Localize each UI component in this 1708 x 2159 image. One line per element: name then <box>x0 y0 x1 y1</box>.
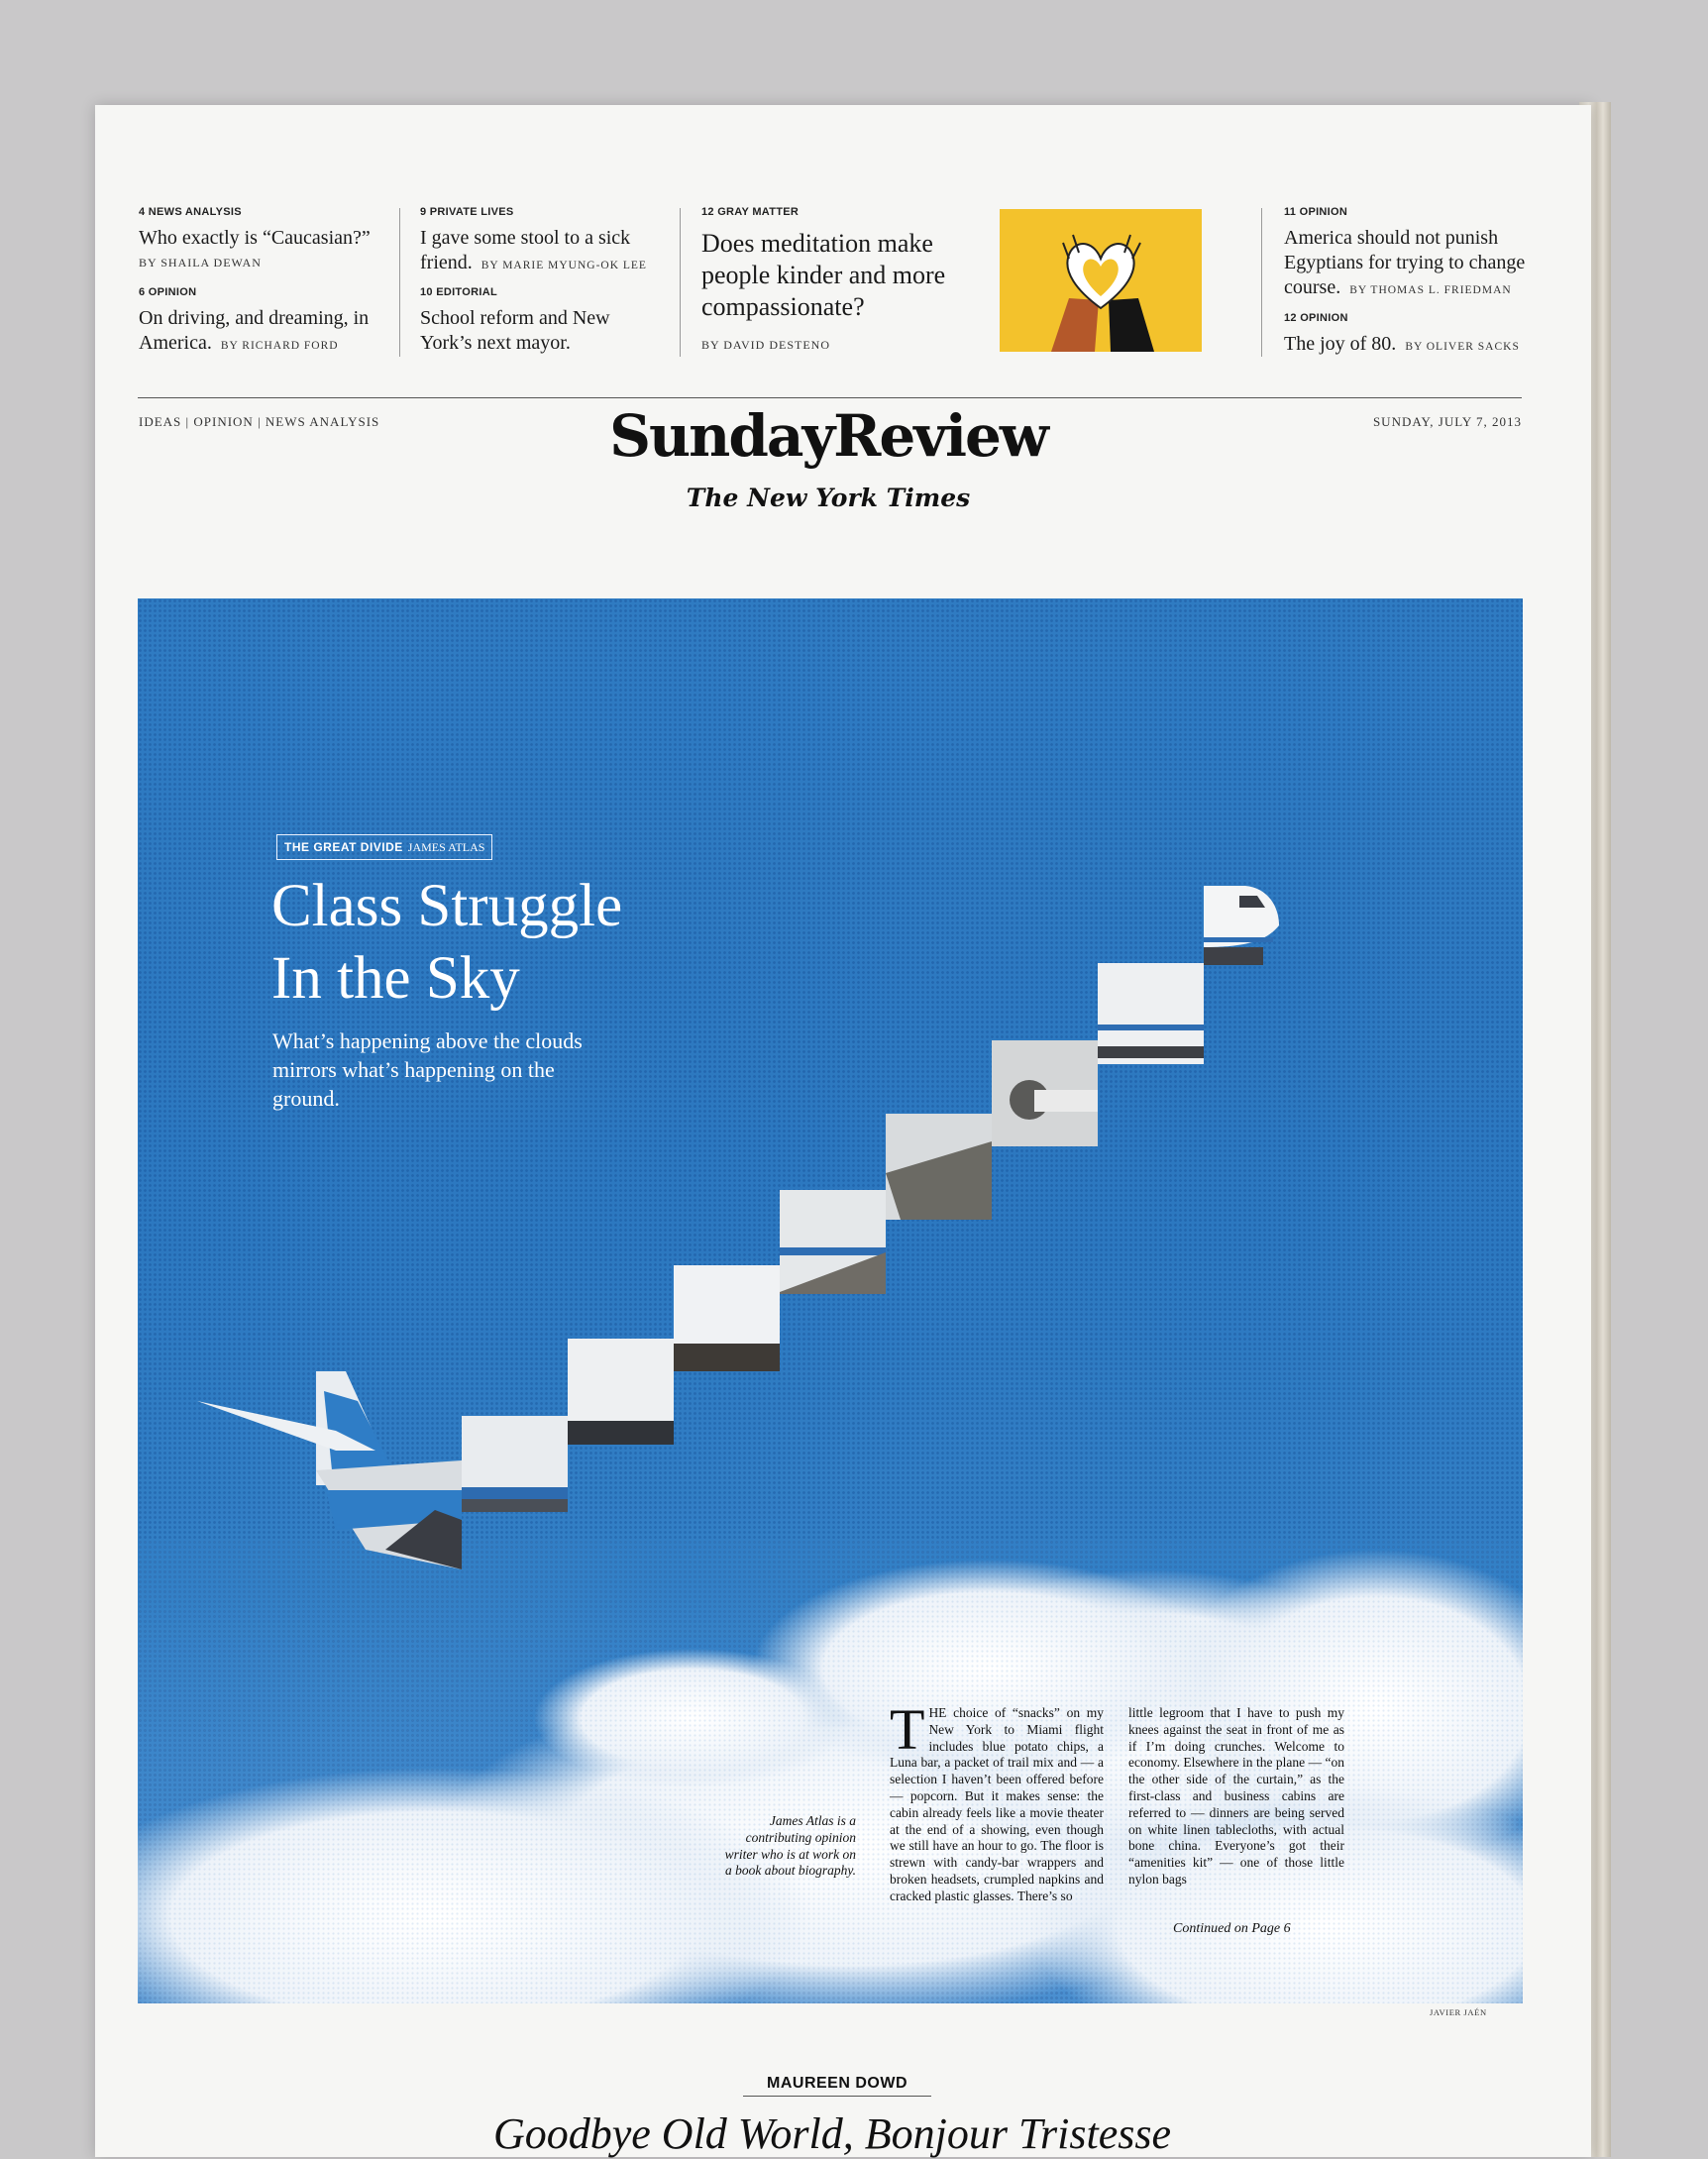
lead-dek: What’s happening above the clouds mirrors what’s happening on the ground. <box>272 1028 583 1111</box>
featured-teaser-headline[interactable]: Does meditation make people kinder and more compassionate? <box>701 229 946 321</box>
teaser-headline[interactable] <box>420 226 658 278</box>
teaser-kicker: 11 OPINION <box>1284 206 1348 218</box>
teaser-byline: BY MARIE MYUNG-OK LEE <box>480 260 647 271</box>
teaser-headline-text: On driving, and dreaming, in America. <box>139 307 370 354</box>
series-name: THE GREAT DIVIDE <box>284 840 403 854</box>
teaser-kicker: 12 GRAY MATTER <box>701 206 800 218</box>
teaser-kicker: 12 OPINION <box>1284 312 1348 324</box>
teaser-headline[interactable]: Who exactly is “Caucasian?” <box>139 227 371 249</box>
teaser-byline: BY DAVID DESTENO <box>701 338 830 352</box>
teaser-headline[interactable] <box>1284 226 1532 303</box>
column-rule <box>399 208 400 357</box>
column-rule <box>680 208 681 357</box>
article-column-1 <box>890 1697 1104 1905</box>
photo-credit: JAVIER JAÉN <box>1430 2007 1487 2017</box>
drop-cap: T <box>890 1697 925 1762</box>
heart-hands-icon <box>1000 209 1202 352</box>
teaser-byline: BY THOMAS L. FRIEDMAN <box>1349 284 1512 296</box>
teaser-byline: BY RICHARD FORD <box>220 340 339 352</box>
teaser-headline-text: I gave some stool to a sick friend. <box>420 227 631 273</box>
article-column-2: little legroom that I have to push my knees against the seat in front of me as if I’m doing crunches. Welcome to economy. Elsewhere in the plane — “on the other side of the curtain,” as the first-class and business cabins are referred to — dinners are being served on white linen tablecloths, with actual bone china. Everyone’s got their “amenities kit” — one of those little nylon bags <box>1128 1705 1344 1887</box>
teaser-byline: BY OLIVER SACKS <box>1405 341 1520 353</box>
column-author: MAUREEN DOWD <box>743 2075 931 2097</box>
series-tag <box>276 834 492 860</box>
teaser-headline[interactable]: School reform and New York’s next mayor. <box>420 307 610 354</box>
issue-date: SUNDAY, JULY 7, 2013 <box>1372 414 1522 429</box>
teaser-kicker: 6 OPINION <box>139 286 197 298</box>
column-headline[interactable]: Goodbye Old World, Bonjour Tristesse <box>492 2109 1172 2158</box>
series-author: JAMES ATLAS <box>407 840 485 854</box>
author-bio: James Atlas is a contributing opinion writer who is at work on a book about biography. <box>724 1813 856 1879</box>
heart-hands-illustration[interactable] <box>1000 209 1202 352</box>
teaser-byline: BY SHAILA DEWAN <box>139 256 262 270</box>
teaser-kicker: 10 EDITORIAL <box>420 286 497 298</box>
teaser-headline[interactable] <box>139 306 376 359</box>
teaser-headline-text: America should not punish Egyptians for trying to change course. <box>1284 227 1526 298</box>
teaser-headline[interactable] <box>1284 332 1542 360</box>
lead-headline-line: In the Sky <box>271 945 520 1012</box>
article-text: HE choice of “snacks” on my New York to Miami flight includes blue potato chips, a Luna bar, a packet of trail mix and — a selection I haven’t been offered before — popcorn. But it makes sense: the cabin already feels like a movie theater at the end of a showing, even though we still have an hour to go. The floor is strewn with candy-bar wrappers and broken headsets, crumpled napkins and cracked plastic glasses. There’s so <box>890 1705 1104 1903</box>
teaser-headline-text: The joy of 80. <box>1284 333 1397 355</box>
teaser-kicker: 4 NEWS ANALYSIS <box>139 206 242 218</box>
masthead-rule <box>138 397 1522 398</box>
section-list[interactable]: IDEAS | OPINION | NEWS ANALYSIS <box>139 414 380 429</box>
jump-line[interactable]: Continued on Page 6 <box>1173 1921 1291 1936</box>
lead-headline-line: Class Struggle <box>271 873 623 939</box>
lead-illustration <box>138 598 1523 2003</box>
teaser-kicker: 9 PRIVATE LIVES <box>420 206 514 218</box>
section-nameplate: SundayReview <box>609 402 1047 470</box>
publication-nameplate: The New York Times <box>686 484 971 512</box>
lead-headline[interactable] <box>271 870 767 1015</box>
column-rule <box>1261 208 1262 357</box>
